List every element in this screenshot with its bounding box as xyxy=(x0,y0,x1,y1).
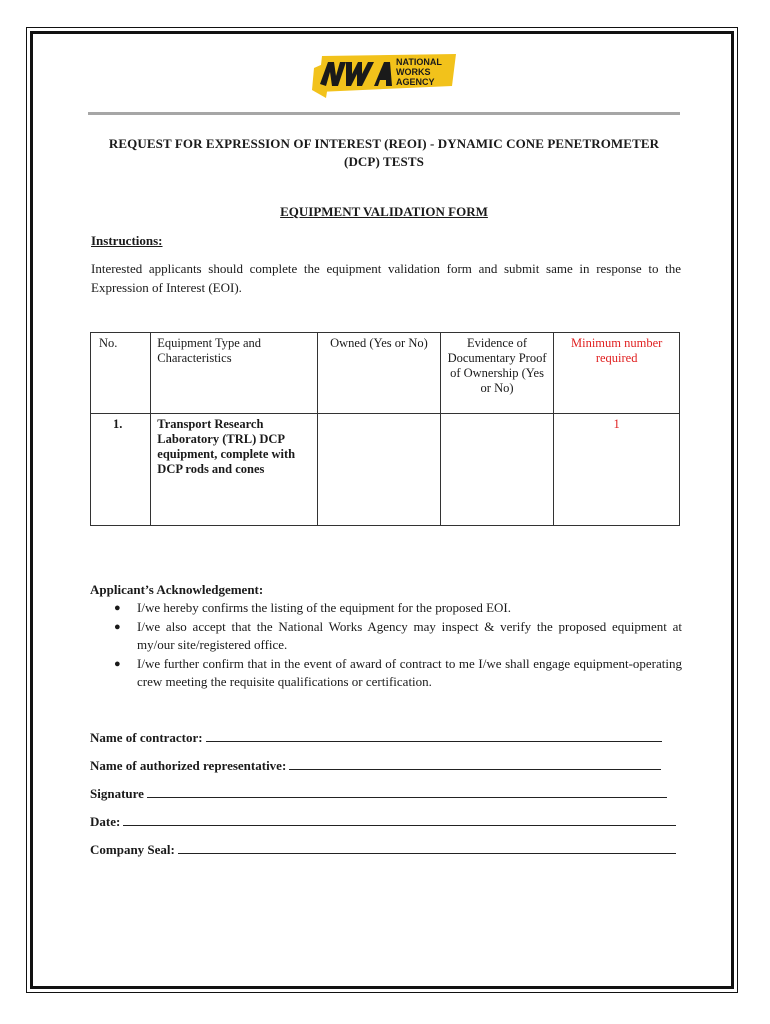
list-item: ● I/we further confirm that in the event of award of contract to me I/we shall engage equipment-operating crew meeting the requisite qualifications or certification. xyxy=(114,656,682,689)
header-evidence: Evidence of Documentary Proof of Ownership (Yes or No) xyxy=(440,333,554,414)
header-no: No. xyxy=(91,333,151,414)
date-label: Date: xyxy=(90,814,121,829)
header-rule xyxy=(88,112,680,115)
table-header-row xyxy=(91,333,680,414)
page-title-line1: REQUEST FOR EXPRESSION OF INTEREST (REOI) - DYNAMIC CONE PENETROMETER xyxy=(108,136,660,151)
representative-label: Name of authorized representative: xyxy=(90,758,287,773)
signature-line[interactable] xyxy=(147,786,667,798)
acknowledgement-heading: Applicant’s Acknowledgement: xyxy=(90,582,264,597)
acknowledgement-list xyxy=(90,599,682,692)
cell-type: Transport Research Laboratory (TRL) DCP equipment, complete with DCP rods and cones xyxy=(151,414,318,526)
header-minimum: Minimum number required xyxy=(554,333,680,414)
logo-text-line3: AGENCY xyxy=(396,77,435,87)
cell-evidence[interactable] xyxy=(440,414,554,526)
instructions-text: Interested applicants should complete the equipment validation form and submit same in response to the Expression of Interest (EOI). xyxy=(91,261,681,295)
equipment-table xyxy=(90,332,680,526)
seal-label: Company Seal: xyxy=(90,842,175,857)
header-owned: Owned (Yes or No) xyxy=(318,333,441,414)
form-title: EQUIPMENT VALIDATION FORM xyxy=(280,204,488,219)
contractor-label: Name of contractor: xyxy=(90,730,203,745)
logo-text-line2: WORKS xyxy=(396,67,431,77)
list-item: ● I/we also accept that the National Works Agency may inspect & verify the proposed equipment at my/our site/registered office. xyxy=(114,619,682,652)
page-title xyxy=(88,135,680,171)
contractor-line[interactable] xyxy=(206,730,662,742)
instructions-heading: Instructions: xyxy=(91,233,163,248)
seal-field xyxy=(90,842,676,858)
contractor-field xyxy=(90,730,662,746)
date-field xyxy=(90,814,676,830)
table-row xyxy=(91,414,680,526)
date-line[interactable] xyxy=(123,814,676,826)
signature-field xyxy=(90,786,667,802)
representative-field xyxy=(90,758,661,774)
bullet-icon: ● xyxy=(114,602,121,614)
page-title-line2: (DCP) TESTS xyxy=(344,154,424,169)
bullet-icon: ● xyxy=(114,658,121,670)
signature-label: Signature xyxy=(90,786,144,801)
cell-no: 1. xyxy=(91,414,151,526)
nwa-logo xyxy=(312,48,458,100)
cell-minimum: 1 xyxy=(554,414,680,526)
header-type: Equipment Type and Characteristics xyxy=(151,333,318,414)
seal-line[interactable] xyxy=(178,842,676,854)
bullet-icon: ● xyxy=(114,621,121,633)
logo-text-line1: NATIONAL xyxy=(396,57,442,67)
representative-line[interactable] xyxy=(289,758,661,770)
list-item: ● I/we hereby confirms the listing of the equipment for the proposed EOI. xyxy=(114,600,512,615)
cell-owned[interactable] xyxy=(318,414,441,526)
